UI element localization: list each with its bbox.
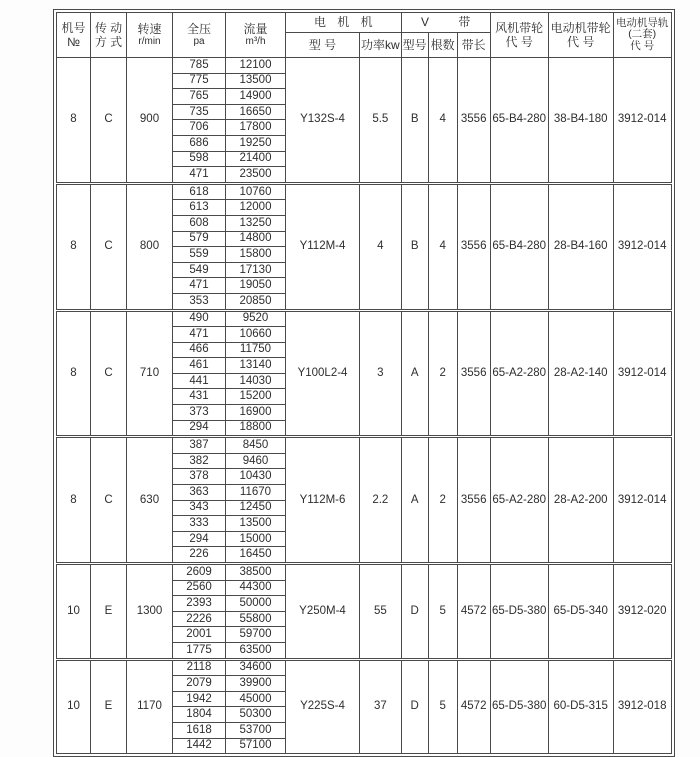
table-row [57, 58, 672, 74]
cell-pressure: 549 [173, 262, 226, 278]
cell-motor-pulley-code: 28-B4-160 [548, 183, 613, 310]
cell-pressure: 382 [173, 453, 226, 469]
speed-unit: r/min [138, 36, 161, 48]
cell-motor-power: 3 [360, 310, 402, 437]
cell-flow: 38500 [226, 564, 286, 581]
cell-flow: 16900 [226, 405, 286, 421]
cell-flow: 23500 [226, 167, 286, 184]
cell-pressure: 471 [173, 327, 226, 343]
cell-flow: 16650 [226, 104, 286, 120]
cell-drive-mode: C [91, 58, 127, 184]
cell-pressure: 2079 [173, 676, 226, 692]
fan-spec-table-container [53, 9, 675, 757]
cell-motor-rail-code: 3912-014 [613, 437, 671, 564]
cell-pressure: 1618 [173, 722, 226, 738]
cell-flow: 44300 [226, 580, 286, 596]
cell-pressure: 613 [173, 200, 226, 216]
cell-pressure: 706 [173, 120, 226, 136]
cell-flow: 18800 [226, 420, 286, 437]
table-body [57, 58, 672, 754]
cell-belt-count: 2 [428, 310, 457, 437]
motor-rail-code-label: 代 号 [630, 39, 655, 52]
cell-flow: 55800 [226, 611, 286, 627]
cell-pressure: 579 [173, 231, 226, 247]
cell-pressure: 2226 [173, 611, 226, 627]
cell-motor-rail-code: 3912-014 [613, 183, 671, 310]
table-row [57, 310, 672, 327]
pressure-label: 全压 [186, 21, 211, 36]
cell-belt-length: 4572 [457, 659, 490, 754]
cell-fan-pulley-code: 65-D5-380 [490, 659, 548, 754]
cell-pressure: 598 [173, 151, 226, 167]
cell-flow: 45000 [226, 691, 286, 707]
cell-pressure: 441 [173, 373, 226, 389]
cell-belt-count: 2 [428, 437, 457, 564]
cell-motor-power: 5.5 [360, 58, 402, 184]
col-group-header-vbelt: V 带 [401, 13, 490, 33]
cell-flow: 14800 [226, 231, 286, 247]
cell-machine-no: 8 [57, 183, 91, 310]
cell-pressure: 490 [173, 310, 226, 327]
cell-pressure: 226 [173, 547, 226, 564]
cell-pressure: 1942 [173, 691, 226, 707]
col-header-motor-power: 功率kw [360, 33, 402, 58]
cell-pressure: 373 [173, 405, 226, 421]
col-header-pressure [173, 13, 226, 58]
col-header-fan-pulley [490, 13, 548, 58]
cell-pressure: 2118 [173, 659, 226, 676]
cell-flow: 14030 [226, 373, 286, 389]
cell-flow: 16450 [226, 547, 286, 564]
drive-label-line1: 传 动 [94, 20, 123, 35]
cell-flow: 9520 [226, 310, 286, 327]
cell-pressure: 333 [173, 516, 226, 532]
cell-motor-rail-code: 3912-018 [613, 659, 671, 754]
motor-rail-label: 电动机导轨 [615, 17, 669, 30]
cell-belt-count: 4 [428, 58, 457, 184]
cell-flow: 15800 [226, 247, 286, 263]
cell-motor-model: Y100L2-4 [286, 310, 360, 437]
cell-pressure: 1804 [173, 707, 226, 723]
cell-speed: 900 [127, 58, 173, 184]
cell-speed: 1170 [127, 659, 173, 754]
col-header-machine-no [57, 13, 91, 58]
cell-pressure: 735 [173, 104, 226, 120]
cell-flow: 19050 [226, 278, 286, 294]
motor-rail-sets: (二套) [628, 28, 657, 41]
flow-label: 流量 [243, 21, 268, 36]
cell-flow: 15200 [226, 389, 286, 405]
cell-pressure: 353 [173, 293, 226, 310]
cell-motor-model: Y112M-6 [286, 437, 360, 564]
fan-spec-table [56, 12, 672, 754]
cell-motor-rail-code: 3912-014 [613, 58, 671, 184]
cell-flow: 53700 [226, 722, 286, 738]
cell-pressure: 2393 [173, 596, 226, 612]
cell-pressure: 431 [173, 389, 226, 405]
cell-flow: 12100 [226, 58, 286, 74]
cell-fan-pulley-code: 65-D5-380 [490, 564, 548, 660]
cell-pressure: 785 [173, 58, 226, 74]
cell-motor-pulley-code: 38-B4-180 [548, 58, 613, 184]
cell-motor-pulley-code: 28-A2-200 [548, 437, 613, 564]
cell-flow: 21400 [226, 151, 286, 167]
cell-fan-pulley-code: 65-B4-280 [490, 183, 548, 310]
cell-speed: 800 [127, 183, 173, 310]
cell-flow: 34600 [226, 659, 286, 676]
cell-pressure: 2001 [173, 627, 226, 643]
cell-pressure: 294 [173, 420, 226, 437]
cell-flow: 9460 [226, 453, 286, 469]
cell-flow: 12000 [226, 200, 286, 216]
cell-drive-mode: E [91, 564, 127, 660]
cell-pressure: 471 [173, 278, 226, 294]
col-header-belt-model: 型号 [401, 33, 428, 58]
machine-no-symbol: № [67, 35, 80, 49]
cell-belt-length: 3556 [457, 183, 490, 310]
cell-flow: 19250 [226, 135, 286, 151]
motor-pulley-label: 电动机带轮 [550, 20, 611, 35]
cell-flow: 12450 [226, 500, 286, 516]
cell-belt-model: D [401, 659, 428, 754]
cell-flow: 13500 [226, 516, 286, 532]
cell-flow: 11670 [226, 485, 286, 501]
cell-flow: 15000 [226, 531, 286, 547]
cell-motor-pulley-code: 65-D5-340 [548, 564, 613, 660]
cell-pressure: 775 [173, 73, 226, 89]
cell-fan-pulley-code: 65-A2-280 [490, 437, 548, 564]
cell-pressure: 559 [173, 247, 226, 263]
cell-belt-count: 5 [428, 564, 457, 660]
table-row [57, 183, 672, 200]
col-header-speed [127, 13, 173, 58]
cell-flow: 59700 [226, 627, 286, 643]
cell-flow: 39900 [226, 676, 286, 692]
cell-flow: 17130 [226, 262, 286, 278]
cell-pressure: 466 [173, 342, 226, 358]
cell-belt-model: B [401, 58, 428, 184]
cell-motor-model: Y132S-4 [286, 58, 360, 184]
cell-belt-count: 5 [428, 659, 457, 754]
cell-drive-mode: C [91, 437, 127, 564]
cell-flow: 50000 [226, 596, 286, 612]
cell-flow: 13500 [226, 73, 286, 89]
cell-belt-length: 3556 [457, 437, 490, 564]
cell-motor-pulley-code: 28-A2-140 [548, 310, 613, 437]
cell-machine-no: 8 [57, 58, 91, 184]
col-header-drive-mode [91, 13, 127, 58]
cell-motor-rail-code: 3912-014 [613, 310, 671, 437]
col-header-belt-length: 带长 [457, 33, 490, 58]
cell-flow: 14900 [226, 89, 286, 105]
cell-flow: 8450 [226, 437, 286, 454]
cell-pressure: 461 [173, 358, 226, 374]
cell-flow: 50300 [226, 707, 286, 723]
cell-machine-no: 8 [57, 437, 91, 564]
cell-fan-pulley-code: 65-B4-280 [490, 58, 548, 184]
cell-fan-pulley-code: 65-A2-280 [490, 310, 548, 437]
cell-flow: 10430 [226, 469, 286, 485]
cell-motor-model: Y112M-4 [286, 183, 360, 310]
cell-drive-mode: C [91, 310, 127, 437]
cell-pressure: 378 [173, 469, 226, 485]
cell-flow: 13250 [226, 215, 286, 231]
cell-pressure: 387 [173, 437, 226, 454]
cell-pressure: 2560 [173, 580, 226, 596]
cell-motor-pulley-code: 60-D5-315 [548, 659, 613, 754]
col-header-motor-model: 型 号 [286, 33, 360, 58]
flow-unit: m³/h [245, 36, 266, 48]
cell-pressure: 471 [173, 167, 226, 184]
cell-machine-no: 8 [57, 310, 91, 437]
cell-motor-model: Y250M-4 [286, 564, 360, 660]
cell-speed: 1300 [127, 564, 173, 660]
cell-belt-model: A [401, 310, 428, 437]
cell-pressure: 294 [173, 531, 226, 547]
table-row [57, 437, 672, 454]
cell-flow: 10660 [226, 327, 286, 343]
drive-label-line2: 方 式 [94, 35, 123, 49]
cell-machine-no: 10 [57, 564, 91, 660]
cell-belt-length: 4572 [457, 564, 490, 660]
cell-pressure: 608 [173, 215, 226, 231]
cell-belt-length: 3556 [457, 310, 490, 437]
cell-motor-model: Y225S-4 [286, 659, 360, 754]
cell-belt-model: D [401, 564, 428, 660]
table-row [57, 564, 672, 581]
table-header [57, 13, 672, 58]
col-header-flow [226, 13, 286, 58]
cell-pressure: 765 [173, 89, 226, 105]
cell-flow: 57100 [226, 738, 286, 754]
cell-flow: 13140 [226, 358, 286, 374]
col-header-motor-rail [613, 13, 671, 58]
cell-motor-power: 55 [360, 564, 402, 660]
cell-drive-mode: E [91, 659, 127, 754]
cell-belt-model: B [401, 183, 428, 310]
cell-machine-no: 10 [57, 659, 91, 754]
cell-belt-model: A [401, 437, 428, 564]
col-header-motor-pulley [548, 13, 613, 58]
fan-pulley-code-label: 代 号 [505, 35, 533, 49]
cell-pressure: 1775 [173, 642, 226, 659]
table-row [57, 659, 672, 676]
cell-drive-mode: C [91, 183, 127, 310]
cell-pressure: 2609 [173, 564, 226, 581]
pressure-unit: pa [193, 36, 205, 48]
cell-flow: 20850 [226, 293, 286, 310]
cell-pressure: 686 [173, 135, 226, 151]
cell-pressure: 1442 [173, 738, 226, 754]
cell-flow: 63500 [226, 642, 286, 659]
cell-pressure: 363 [173, 485, 226, 501]
cell-speed: 630 [127, 437, 173, 564]
col-header-belt-count: 根数 [428, 33, 457, 58]
cell-motor-power: 4 [360, 183, 402, 310]
cell-pressure: 343 [173, 500, 226, 516]
cell-motor-power: 37 [360, 659, 402, 754]
machine-no-label: 机号 [61, 20, 86, 35]
cell-flow: 11750 [226, 342, 286, 358]
cell-speed: 710 [127, 310, 173, 437]
fan-pulley-label: 风机带轮 [495, 20, 544, 35]
cell-belt-length: 3556 [457, 58, 490, 184]
motor-pulley-code-label: 代 号 [567, 35, 595, 49]
cell-flow: 10760 [226, 183, 286, 200]
col-group-header-motor: 电 机 机 [286, 13, 402, 33]
cell-motor-rail-code: 3912-020 [613, 564, 671, 660]
cell-flow: 17800 [226, 120, 286, 136]
cell-motor-power: 2.2 [360, 437, 402, 564]
cell-belt-count: 4 [428, 183, 457, 310]
speed-label: 转速 [137, 21, 162, 36]
cell-pressure: 618 [173, 183, 226, 200]
